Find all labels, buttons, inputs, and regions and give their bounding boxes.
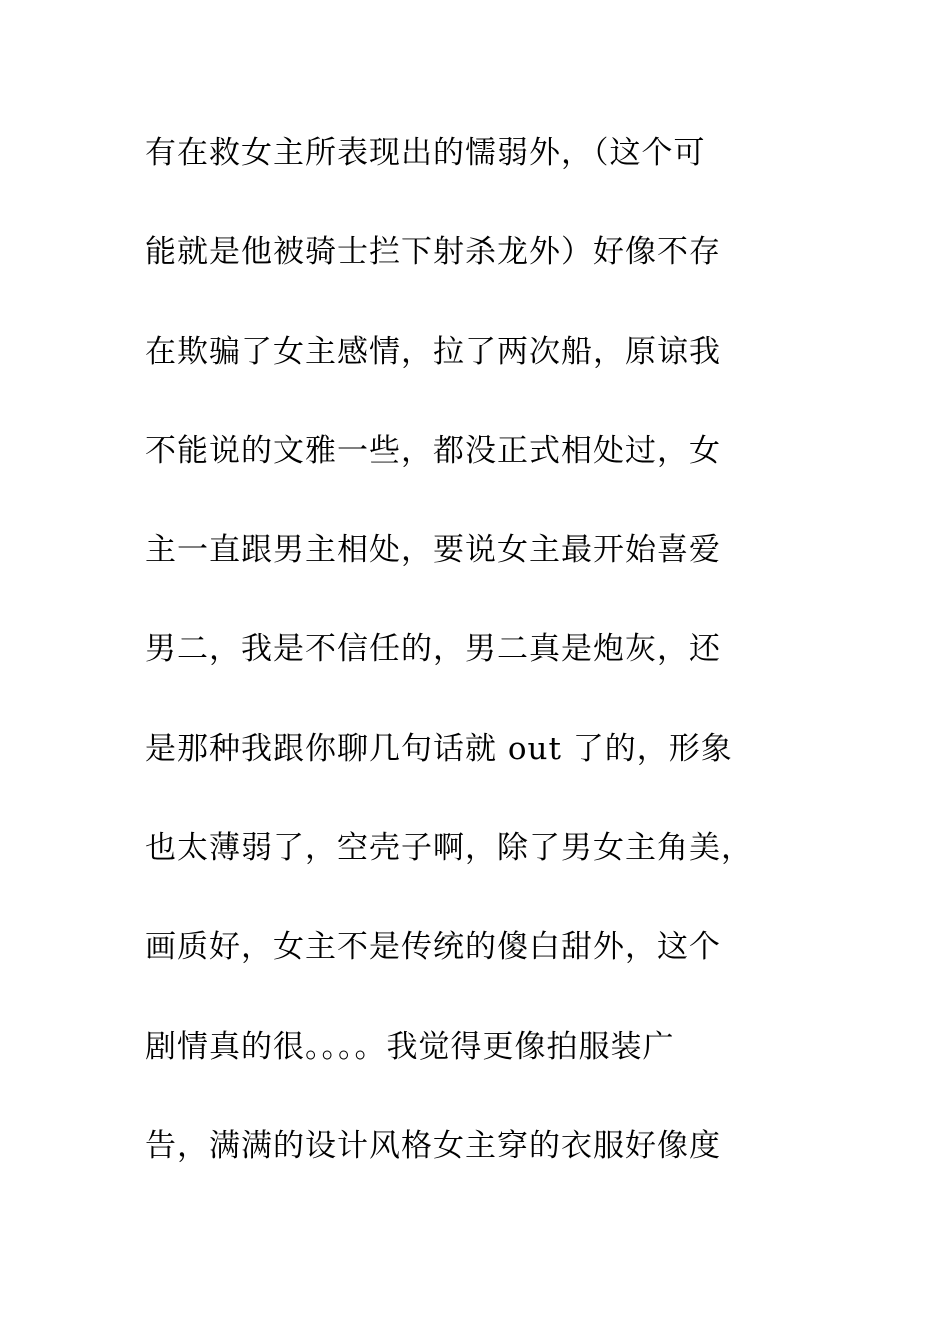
text-line-2: 能就是他被骑士拦下射杀龙外）好像不存 bbox=[145, 234, 721, 271]
text-line-10: 剧情真的很。。。。我觉得更像拍服装广 bbox=[145, 1028, 675, 1065]
text-line-11: 告，满满的设计风格女主穿的衣服好像度 bbox=[145, 1127, 721, 1164]
text-line-4: 不能说的文雅一些，都没正式相处过，女 bbox=[145, 432, 721, 469]
text-line-5: 主一直跟男主相处，要说女主最开始喜爱 bbox=[145, 532, 721, 569]
text-line-9: 画质好，女主不是传统的傻白甜外，这个 bbox=[145, 929, 721, 966]
text-line-7: 是那种我跟你聊几句话就 out 了的，形象 bbox=[145, 730, 733, 767]
body-text bbox=[145, 126, 845, 1218]
text-line-6: 男二，我是不信任的，男二真是炮灰，还 bbox=[145, 631, 721, 668]
text-line-8: 也太薄弱了，空壳子啊，除了男女主角美， bbox=[145, 830, 753, 867]
text-line-1: 有在救女主所表现出的懦弱外，（这个可 bbox=[145, 135, 706, 171]
text-line-3: 在欺骗了女主感情，拉了两次船，原谅我 bbox=[145, 333, 721, 370]
